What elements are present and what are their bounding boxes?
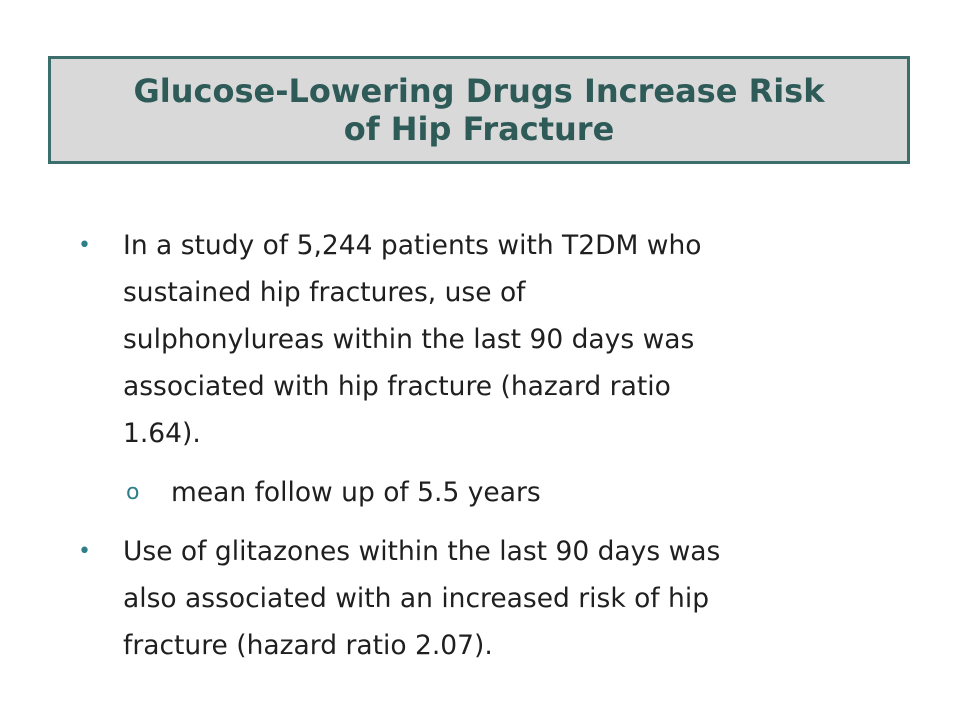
bullet-2-line-3: fracture (hazard ratio 2.07).	[123, 630, 493, 661]
slide-title-line-1: Glucose-Lowering Drugs Increase Risk	[133, 72, 825, 110]
sub-bullet-text-1: mean follow up of 5.5 years	[171, 477, 541, 508]
bullet-1-line-5: 1.64).	[123, 418, 201, 449]
bullet-list	[70, 222, 900, 669]
bullet-dot-icon: •	[78, 233, 91, 258]
slide-title-line-2: of Hip Fracture	[343, 110, 615, 148]
title-box	[48, 56, 910, 164]
bullet-2-line-2: also associated with an increased risk of hip	[123, 583, 710, 614]
bullet-1-line-2: sustained hip fractures, use of	[123, 277, 526, 308]
bullet-1-line-4: associated with hip fracture (hazard ratio	[123, 371, 671, 402]
bullet-text-2	[123, 528, 900, 669]
sub-bullet-item-1	[70, 469, 900, 516]
bullet-2-line-1: Use of glitazones within the last 90 days was	[123, 536, 721, 567]
bullet-item-2	[70, 528, 900, 669]
bullet-text-1	[123, 222, 900, 457]
bullet-1-line-3: sulphonylureas within the last 90 days was	[123, 324, 695, 355]
bullet-1-line-1: In a study of 5,244 patients with T2DM who	[123, 230, 702, 261]
circle-bullet-icon: o	[126, 480, 140, 505]
bullet-dot-icon: •	[78, 539, 91, 564]
bullet-item-1	[70, 222, 900, 457]
